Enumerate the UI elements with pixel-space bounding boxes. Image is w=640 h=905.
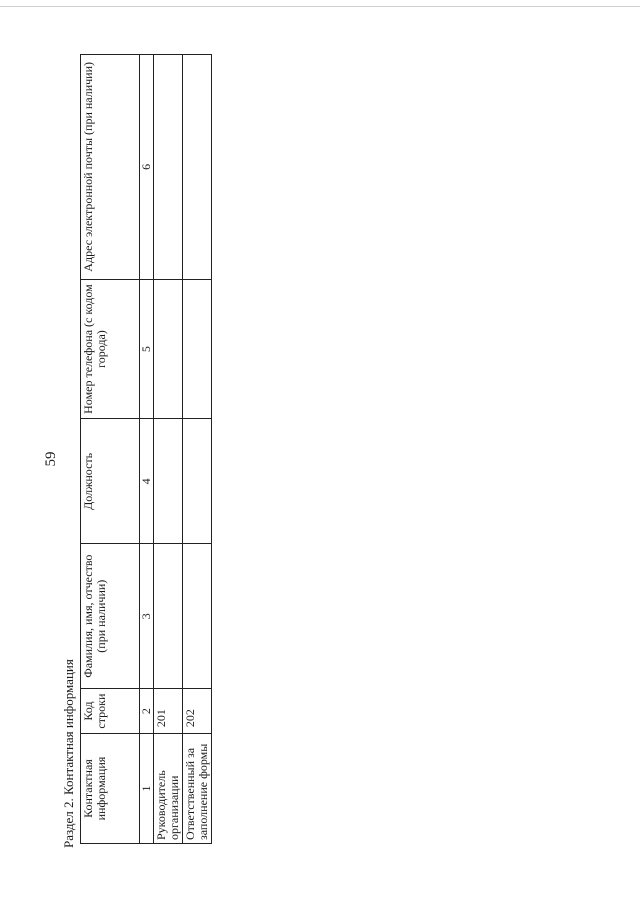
- column-number: 6: [140, 55, 154, 280]
- row-label: Ответственный за заполнение формы: [183, 734, 212, 844]
- table-row: [183, 55, 212, 844]
- column-number: 2: [140, 689, 154, 734]
- table-row: [154, 55, 183, 844]
- top-border-line: [0, 6, 640, 7]
- email-cell[interactable]: [183, 55, 212, 280]
- header-position: Должность: [81, 419, 140, 544]
- header-email: Адрес электронной почты (при наличии): [81, 55, 140, 280]
- column-number: 3: [140, 544, 154, 689]
- position-cell[interactable]: [154, 419, 183, 544]
- column-number: 5: [140, 279, 154, 419]
- column-number-row: [140, 55, 154, 844]
- page-number: 59: [42, 451, 59, 467]
- phone-cell[interactable]: [183, 279, 212, 419]
- row-code: 202: [183, 689, 212, 734]
- full-name-cell[interactable]: [183, 544, 212, 689]
- header-row: [81, 55, 140, 844]
- full-name-cell[interactable]: [154, 544, 183, 689]
- header-phone: Номер телефона (с кодом города): [81, 279, 140, 419]
- header-contact-info: Контактная информация: [81, 734, 140, 844]
- header-full-name: Фамилия, имя, отчество (при наличии): [81, 544, 140, 689]
- rotated-sheet: [58, 48, 210, 848]
- email-cell[interactable]: [154, 55, 183, 280]
- position-cell[interactable]: [183, 419, 212, 544]
- phone-cell[interactable]: [154, 279, 183, 419]
- column-number: 4: [140, 419, 154, 544]
- contact-info-table: [80, 54, 212, 844]
- row-label: Руководитель организации: [154, 734, 183, 844]
- column-number: 1: [140, 734, 154, 844]
- section-title: Раздел 2. Контактная информация: [61, 659, 76, 848]
- row-code: 201: [154, 689, 183, 734]
- header-line-code: Код строки: [81, 689, 140, 734]
